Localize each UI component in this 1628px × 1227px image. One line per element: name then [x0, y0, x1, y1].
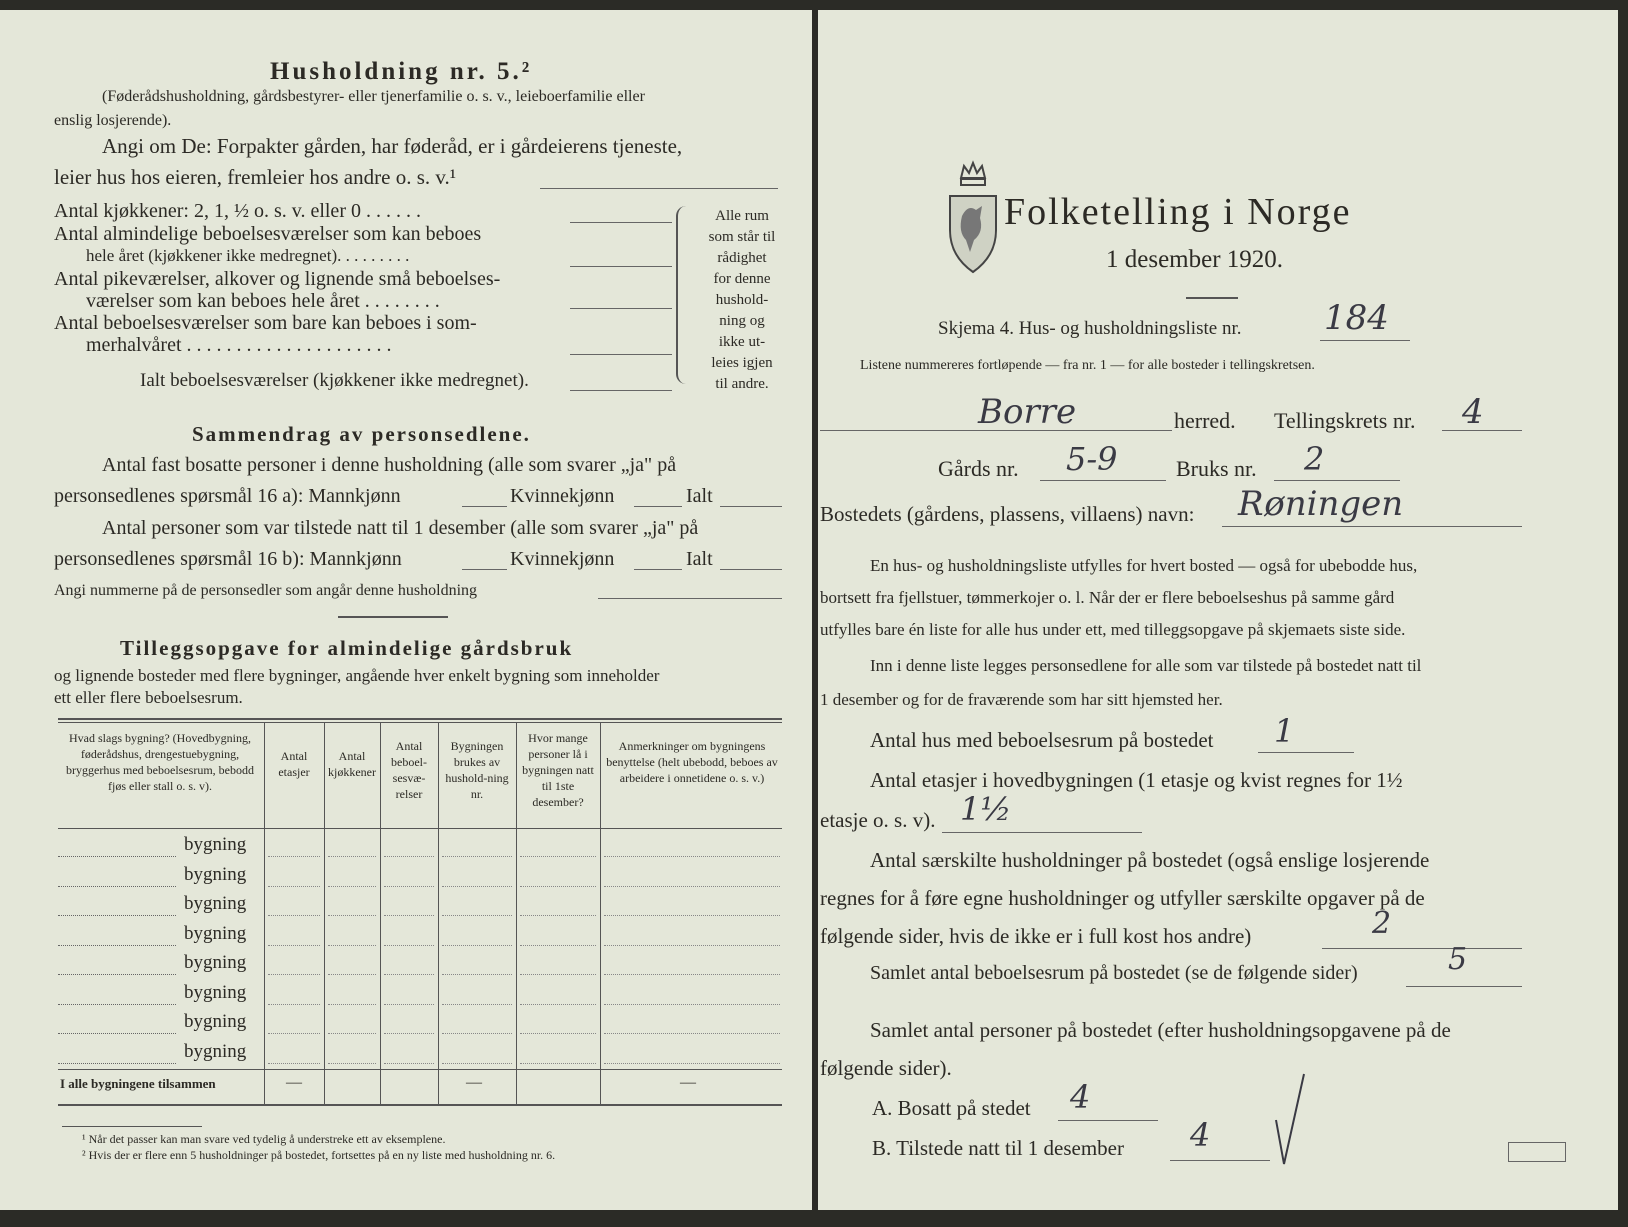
- rooms-maid-2: værelser som kan beboes hele året . . . . . . . .: [86, 290, 440, 312]
- ordinary-rooms-field[interactable]: [570, 266, 672, 267]
- row-fill-line[interactable]: [58, 974, 176, 975]
- table-cell[interactable]: [268, 886, 320, 887]
- table-cell[interactable]: [442, 1033, 512, 1034]
- title-rule: [1186, 297, 1238, 299]
- side-note-line: til andre.: [715, 376, 769, 392]
- table-cell[interactable]: [442, 856, 512, 857]
- total-dash: —: [466, 1074, 482, 1091]
- samlet-pers-line-2: følgende sider).: [820, 1056, 952, 1080]
- table-row: [58, 1009, 782, 1038]
- para1-line2: bortsett fra fjellstuer, tømmerkojer o. l. Når der er flere beboelseshus på samme gård: [820, 588, 1395, 607]
- rooms-kitchens: Antal kjøkkener: 2, 1, ½ o. s. v. eller 0 . . . . . .: [54, 200, 421, 222]
- footnote-divider: [62, 1126, 202, 1127]
- bruks-label: Bruks nr.: [1176, 456, 1257, 481]
- summary-line-1b: personsedlenes spørsmål 16 a): Mannkjønn: [54, 485, 401, 507]
- total-dash: —: [680, 1074, 696, 1091]
- table-cell[interactable]: [442, 945, 512, 946]
- total-present-field[interactable]: [720, 569, 782, 570]
- krets-label: Tellingskrets nr.: [1274, 408, 1416, 433]
- skjema-number: 184: [1324, 298, 1389, 338]
- household-subtitle-1: (Føderådshusholdning, gårdsbestyrer- eller tjenerfamilie o. s. v., leieboerfamilie eller: [102, 88, 645, 105]
- maid-rooms-field[interactable]: [570, 308, 672, 309]
- side-note-line: rådighet: [717, 250, 767, 266]
- census-title: Folketelling i Norge: [1004, 191, 1352, 233]
- saer-line-2: regnes for å føre egne husholdninger og utfyller særskilte opgaver på de: [820, 886, 1425, 910]
- skjema-number-line: [1320, 340, 1410, 341]
- para2-line1: Inn i denne liste legges personsedlene for alle som var tilstede på bostedet natt til: [870, 656, 1422, 675]
- row-label: bygning: [184, 834, 247, 855]
- table-cell[interactable]: [520, 915, 596, 916]
- table-cell[interactable]: [520, 1063, 596, 1064]
- summary-line-2a: Antal personer som var tilstede natt til 1 desember (alle som svarer „ja" på: [102, 517, 699, 539]
- table-row: [58, 980, 782, 1009]
- left-page: [0, 10, 812, 1210]
- total-dash: —: [286, 1074, 302, 1091]
- table-cell[interactable]: [604, 1063, 780, 1064]
- rooms-ordinary-2: hele året (kjøkkener ikke medregnet). . . . . . . . .: [86, 246, 410, 265]
- side-note-line: for denne: [713, 271, 771, 287]
- table-cell[interactable]: [328, 915, 376, 916]
- row-label: bygning: [184, 981, 247, 1003]
- table-cell[interactable]: [328, 886, 376, 887]
- summary-title: Sammendrag av personsedlene.: [192, 422, 531, 446]
- side-note-line: Alle rum: [715, 208, 769, 224]
- household-title: Husholdning nr. 5.²: [270, 58, 533, 85]
- tilstede-label: B. Tilstede natt til 1 desember: [872, 1136, 1124, 1160]
- table-cell[interactable]: [268, 1004, 320, 1005]
- antal-hus-label: Antal hus med beboelsesrum på bostedet: [870, 728, 1214, 752]
- table-cell[interactable]: [520, 974, 596, 975]
- row-label: bygning: [184, 922, 247, 944]
- table-total-divider: [58, 1069, 782, 1070]
- row-fill-line[interactable]: [58, 1004, 176, 1005]
- rooms-ordinary: Antal almindelige beboelsesværelser som kan beboes: [54, 223, 482, 245]
- summer-rooms-field[interactable]: [570, 354, 672, 355]
- table-cell[interactable]: [328, 945, 376, 946]
- gards-value: 5-9: [1066, 440, 1118, 478]
- kitchens-field[interactable]: [570, 222, 672, 223]
- angi-line-2: leier hus hos eieren, fremleier hos andre o. s. v.¹: [54, 165, 457, 189]
- table-header-divider: [58, 828, 782, 829]
- bruks-value: 2: [1304, 440, 1325, 478]
- para2-line2: 1 desember og for de fraværende som har sitt hjemsted her.: [820, 690, 1223, 709]
- etasjer-value: 1½: [960, 790, 1012, 828]
- table-cell[interactable]: [442, 1004, 512, 1005]
- row-label: bygning: [184, 952, 247, 973]
- table-border: [58, 718, 782, 720]
- herred-line: [820, 430, 1172, 431]
- saer-line-1: Antal særskilte husholdninger på bostedet (også enslige losjerende: [870, 848, 1430, 872]
- female-label: Kvinnekjønn: [510, 548, 615, 570]
- row-fill-line[interactable]: [58, 915, 176, 916]
- table-cell[interactable]: [520, 886, 596, 887]
- row-label: bygning: [184, 893, 247, 914]
- table-cell[interactable]: [604, 886, 780, 887]
- rooms-summer-2: merhalvåret . . . . . . . . . . . . . . . . . . . . .: [86, 334, 392, 356]
- table-cell[interactable]: [604, 974, 780, 975]
- table-cell[interactable]: [384, 1063, 434, 1064]
- table-cell[interactable]: [604, 856, 780, 857]
- saer-line: [1322, 948, 1522, 949]
- row-label: bygning: [184, 1040, 247, 1062]
- samlet-rum-line: [1406, 986, 1522, 987]
- angi-answer-line[interactable]: [540, 188, 778, 189]
- total-label: Ialt: [686, 485, 713, 507]
- total-rooms-field[interactable]: [570, 390, 672, 391]
- bosatt-line: [1058, 1120, 1158, 1121]
- table-cell[interactable]: [328, 1004, 376, 1005]
- tillegg-line-1: og lignende bosteder med flere bygninger, angående hver enkelt bygning som inneholder: [54, 666, 660, 685]
- summary-line-1a: Antal fast bosatte personer i denne husholdning (alle som svarer „ja" på: [102, 454, 677, 476]
- side-note: [692, 206, 792, 395]
- table-cell[interactable]: [384, 886, 434, 887]
- para1-line1: En hus- og husholdningsliste utfylles for hvert bosted — også for ubebodde hus,: [870, 556, 1418, 575]
- summary-line-2b: personsedlenes spørsmål 16 b): Mannkjønn: [54, 548, 402, 570]
- tillegg-line-2: ett eller flere beboelsesrum.: [54, 688, 243, 707]
- tilstede-line: [1170, 1160, 1270, 1161]
- rooms-maid: Antal pikeværelser, alkover og lignende små beboelses-: [54, 268, 501, 290]
- krets-value: 4: [1462, 392, 1484, 432]
- samlet-rum-value: 5: [1448, 942, 1468, 977]
- row-fill-line[interactable]: [58, 886, 176, 887]
- col-head-remarks: Anmerkninger om bygningens benyttelse (helt ubebodd, beboes av arbeidere i onnetidene o. s. v.): [606, 739, 778, 785]
- table-cell[interactable]: [384, 915, 434, 916]
- table-row: [58, 891, 782, 920]
- divider: [338, 616, 448, 618]
- table-cell[interactable]: [442, 915, 512, 916]
- col-head-floors: Antal etasjer: [278, 749, 310, 779]
- samlet-rum-label: Samlet antal beboelsesrum på bostedet (se de følgende sider): [870, 962, 1358, 984]
- tilstede-value: 4: [1190, 1116, 1211, 1154]
- total-label: Ialt: [686, 548, 713, 570]
- bosted-label: Bostedets (gårdens, plassens, villaens) navn:: [820, 502, 1195, 526]
- bosatt-label: A. Bosatt på stedet: [872, 1096, 1031, 1120]
- col-head-rooms: Antal beboel-sesvæ-relser: [391, 739, 427, 801]
- herred-label: herred.: [1174, 408, 1236, 433]
- row-fill-line[interactable]: [58, 1033, 176, 1034]
- census-date: 1 desember 1920.: [1106, 246, 1284, 273]
- check-mark-icon: [1270, 1070, 1310, 1170]
- listene-note: Listene nummereres fortløpende — fra nr. 1 — for alle bosteder i tellingskretsen.: [860, 358, 1315, 373]
- side-note-line: hushold-: [715, 292, 769, 308]
- total-row-label: I alle bygningene tilsammen: [60, 1076, 216, 1091]
- samlet-pers-line-1: Samlet antal personer på bostedet (efter husholdningsopgavene på de: [870, 1018, 1451, 1042]
- table-cell[interactable]: [520, 945, 596, 946]
- table-cell[interactable]: [268, 1033, 320, 1034]
- para1-line3: utfylles bare én liste for alle hus under ett, med tilleggsopgave på skjemaets siste side.: [820, 620, 1406, 639]
- row-fill-line[interactable]: [58, 856, 176, 857]
- table-cell[interactable]: [520, 1033, 596, 1034]
- row-label: bygning: [184, 1011, 247, 1032]
- table-cell[interactable]: [604, 945, 780, 946]
- side-note-line: som står til: [708, 229, 776, 245]
- gards-label: Gårds nr.: [938, 456, 1019, 481]
- saer-value: 2: [1372, 906, 1392, 941]
- household-subtitle-2: enslig losjerende).: [54, 112, 172, 129]
- table-cell[interactable]: [268, 856, 320, 857]
- col-head-building: Hvad slags bygning? (Hovedbygning, føderådshus, drengestuebygning, bryggerhus med beboelsesrum, bebodd fjøs eller stall o. s. v).: [66, 731, 254, 793]
- bosatt-value: 4: [1070, 1078, 1091, 1116]
- krets-line: [1442, 430, 1522, 431]
- side-note-line: leies igjen: [711, 355, 773, 371]
- table-cell[interactable]: [384, 974, 434, 975]
- angi-numbers-field[interactable]: [598, 598, 782, 599]
- table-row: [58, 950, 782, 979]
- table-cell[interactable]: [442, 1063, 512, 1064]
- table-border: [58, 722, 782, 723]
- bosted-line: [1222, 526, 1522, 527]
- male-present-field[interactable]: [462, 569, 507, 570]
- gards-line: [1040, 480, 1166, 481]
- etasjer-line-1: Antal etasjer i hovedbygningen (1 etasje og kvist regnes for 1½: [870, 768, 1403, 792]
- footnote-1: ¹ Når det passer kan man svare ved tydelig å understreke ett av eksemplene.: [82, 1132, 446, 1146]
- angi-line-1: Angi om De: Forpakter gården, har føderåd, er i gårdeierens tjeneste,: [102, 134, 683, 158]
- table-row: [58, 1039, 782, 1068]
- table-cell[interactable]: [328, 856, 376, 857]
- saer-line-3: følgende sider, hvis de ikke er i full kost hos andre): [820, 924, 1252, 948]
- male-resident-field[interactable]: [462, 506, 507, 507]
- side-note-line: ning og: [719, 313, 765, 329]
- table-cell[interactable]: [442, 974, 512, 975]
- antal-hus-line: [1258, 752, 1354, 753]
- table-cell[interactable]: [268, 915, 320, 916]
- table-cell[interactable]: [328, 974, 376, 975]
- col-head-household: Bygningen brukes av hushold-ning nr.: [445, 739, 509, 801]
- table-cell[interactable]: [604, 915, 780, 916]
- tillegg-title: Tilleggsopgave for almindelige gårdsbruk: [120, 636, 574, 660]
- etasjer-line-2: etasje o. s. v).: [820, 808, 936, 832]
- rooms-summer: Antal beboelsesværelser som bare kan beboes i som-: [54, 312, 477, 334]
- female-present-field[interactable]: [634, 569, 682, 570]
- table-cell[interactable]: [384, 1004, 434, 1005]
- table-cell[interactable]: [520, 856, 596, 857]
- col-head-kitchens: Antal kjøkkener: [328, 749, 376, 779]
- table-cell[interactable]: [268, 974, 320, 975]
- table-cell[interactable]: [520, 1004, 596, 1005]
- table-border: [58, 1104, 782, 1106]
- table-cell[interactable]: [442, 886, 512, 887]
- table-cell[interactable]: [328, 1063, 376, 1064]
- skjema-label: Skjema 4. Hus- og husholdningsliste nr.: [938, 318, 1242, 339]
- coat-of-arms-icon: [944, 160, 1002, 276]
- table-cell[interactable]: [384, 945, 434, 946]
- col-head-persons: Hvor mange personer lå i bygningen natt til 1ste desember?: [522, 731, 594, 809]
- angi-numbers: Angi nummerne på de personsedler som angår denne husholdning: [54, 582, 478, 599]
- table-cell[interactable]: [268, 945, 320, 946]
- herred-value: Borre: [978, 392, 1077, 432]
- table-cell[interactable]: [268, 1063, 320, 1064]
- printer-stamp: [1508, 1142, 1566, 1162]
- female-label: Kvinnekjønn: [510, 485, 615, 507]
- row-fill-line[interactable]: [58, 1063, 176, 1064]
- total-resident-field[interactable]: [720, 506, 782, 507]
- row-fill-line[interactable]: [58, 945, 176, 946]
- female-resident-field[interactable]: [634, 506, 682, 507]
- bosted-value: Røningen: [1238, 484, 1404, 524]
- row-label: bygning: [184, 863, 247, 885]
- right-page: [818, 10, 1618, 1210]
- table-cell[interactable]: [384, 1033, 434, 1034]
- table-row: [58, 832, 782, 861]
- bruks-line: [1274, 480, 1400, 481]
- table-cell[interactable]: [384, 856, 434, 857]
- etasjer-line: [942, 832, 1142, 833]
- buildings-table: [58, 718, 782, 1110]
- table-row: [58, 921, 782, 950]
- footnote-2: ² Hvis der er flere enn 5 husholdninger på bostedet, fortsettes på en ny liste med husholdning nr. 6.: [82, 1148, 556, 1162]
- table-row: [58, 862, 782, 891]
- antal-hus-value: 1: [1274, 712, 1295, 750]
- table-cell[interactable]: [604, 1004, 780, 1005]
- table-cell[interactable]: [604, 1033, 780, 1034]
- side-note-line: ikke ut-: [718, 334, 766, 350]
- table-cell[interactable]: [328, 1033, 376, 1034]
- rooms-total: Ialt beboelsesværelser (kjøkkener ikke medregnet).: [140, 370, 529, 391]
